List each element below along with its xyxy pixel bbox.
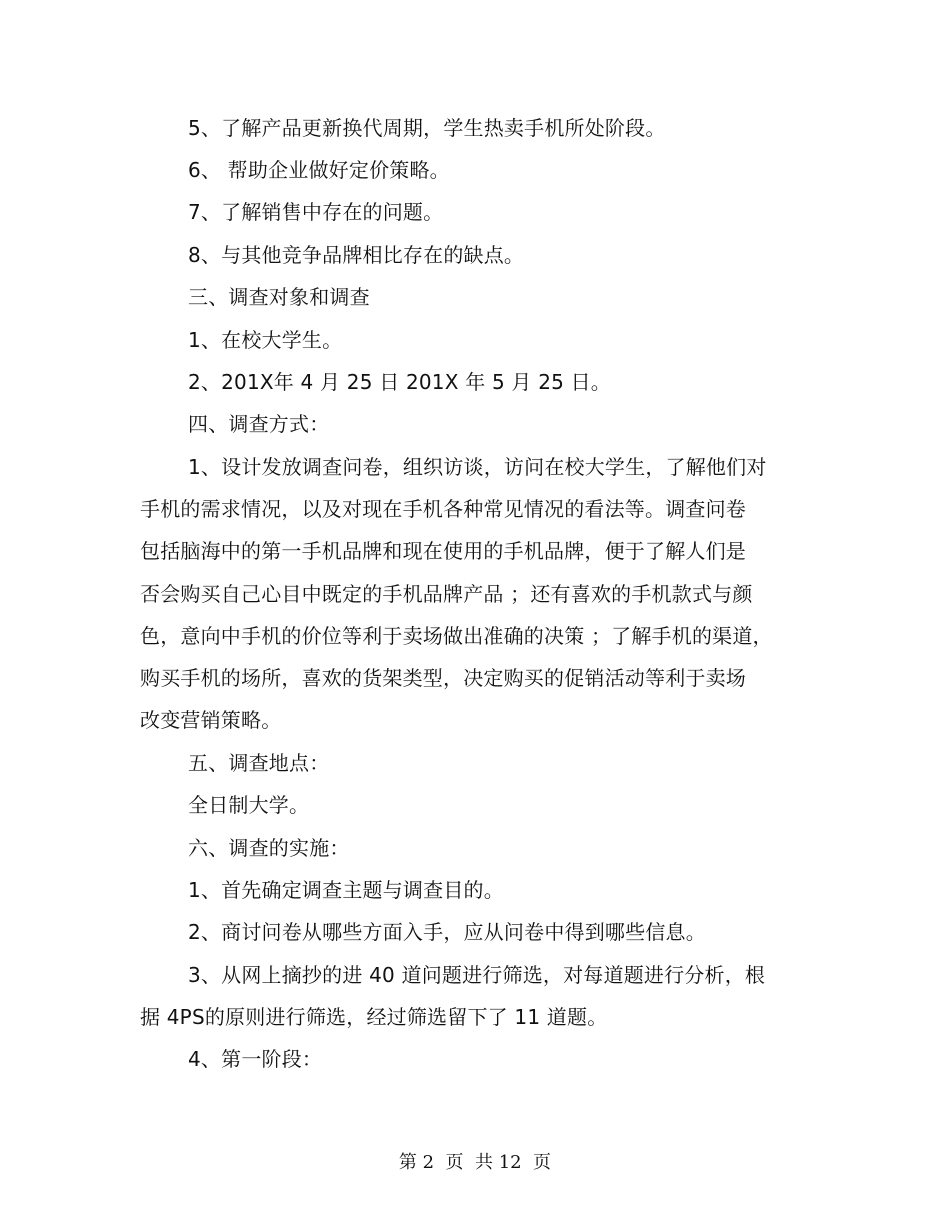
section-heading-3: 三、调查对象和调查	[188, 285, 370, 309]
paragraph-line-2: 手机的需求情况，以及对现在手机各种常见情况的看法等。调查问卷	[140, 497, 746, 521]
text-line-20: 2、商讨问卷从哪些方面入手，应从问卷中得到哪些信息。	[188, 920, 706, 944]
text-line-7: 2、201X年 4 月 25 日 201X 年 5 月 25 日。	[188, 370, 611, 394]
section-heading-5: 五、调查地点：	[188, 751, 330, 775]
text-line-3: 7、了解销售中存在的问题。	[188, 200, 444, 224]
section-heading-4: 四、调查方式：	[188, 412, 330, 436]
text-line-17: 全日制大学。	[188, 793, 310, 817]
paragraph-line-4: 否会购买自己心目中既定的手机品牌产品 ；还有喜欢的手机款式与颜	[140, 582, 753, 606]
text-line-23: 4、第一阶段：	[188, 1047, 323, 1071]
paragraph-line-5: 色，意向中手机的价位等利于卖场做出准确的决策 ；了解手机的渠道，	[140, 624, 773, 648]
paragraph-line-7: 改变营销策略。	[140, 708, 282, 732]
paragraph-line-6: 购买手机的场所，喜欢的货架类型，决定购买的促销活动等利于卖场	[140, 666, 746, 690]
text-line-21: 3、从网上摘抄的进 40 道问题进行筛选，对每道题进行分析，根	[188, 963, 766, 987]
page-footer: 第 2 页 共 12 页	[398, 1152, 552, 1173]
paragraph-line-1: 1、设计发放调查问卷，组织访谈，访问在校大学生，了解他们对	[188, 455, 767, 479]
paragraph-line-3: 包括脑海中的第一手机品牌和现在使用的手机品牌，便于了解人们是	[140, 539, 746, 563]
text-line-2: 6、 帮助企业做好定价策略。	[188, 158, 450, 182]
text-line-4: 8、与其他竞争品牌相比存在的缺点。	[188, 243, 525, 267]
section-heading-6: 六、调查的实施：	[188, 836, 350, 860]
text-line-19: 1、首先确定调查主题与调查目的。	[188, 878, 504, 902]
text-line-1: 5、了解产品更新换代周期，学生热卖手机所处阶段。	[188, 116, 666, 140]
text-line-22: 据 4PS的原则进行筛选，经过筛选留下了 11 道题。	[140, 1005, 608, 1029]
text-line-6: 1、在校大学生。	[188, 328, 343, 352]
